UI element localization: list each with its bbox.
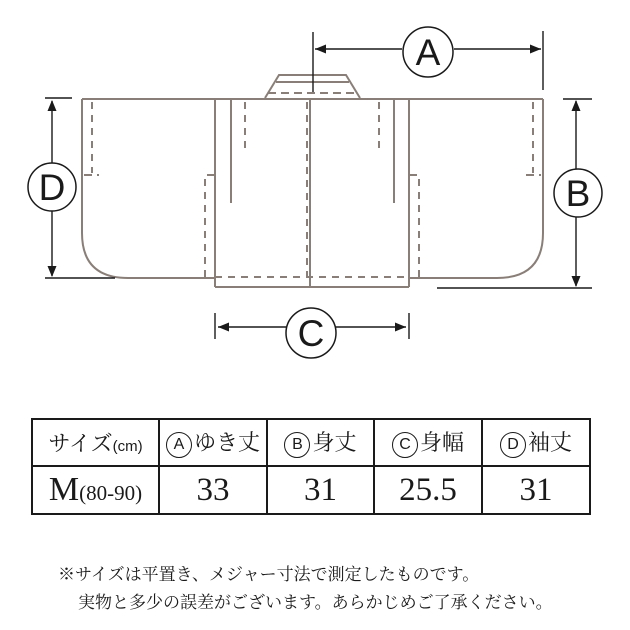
cell-mitake-value — [267, 466, 374, 514]
mihaba-value: 25.5 — [399, 471, 457, 508]
circle-b-icon: B — [284, 432, 310, 458]
size-name: M — [48, 471, 80, 508]
mitake-value: 31 — [304, 471, 337, 508]
header-mitake-label: 身丈 — [312, 430, 357, 455]
dimension-c-label: C — [297, 313, 325, 354]
garment-outline — [82, 75, 543, 287]
size-table — [31, 418, 591, 515]
header-sodetake-label: 袖丈 — [527, 430, 572, 455]
header-size — [32, 419, 159, 466]
header-yuki — [159, 419, 267, 466]
size-range: (80-90) — [79, 481, 143, 505]
footnote-line-1: ※サイズは平置き、メジャー寸法で測定したものです。 — [58, 565, 480, 584]
header-yuki-label: ゆき丈 — [193, 430, 260, 455]
dimension-d — [28, 98, 115, 278]
circle-c-icon: C — [392, 432, 418, 458]
dimension-b — [437, 99, 602, 288]
footnote-line-2: 実物と多少の誤差がございます。あらかじめご了承ください。 — [78, 593, 553, 612]
cell-yuki-value — [159, 466, 267, 514]
dimension-c — [215, 308, 409, 358]
header-mihaba — [374, 419, 482, 466]
yuki-value: 33 — [196, 471, 230, 508]
footnote — [58, 561, 553, 617]
sodetake-value: 31 — [519, 471, 553, 508]
header-mihaba-label: 身幅 — [419, 430, 464, 455]
size-label: サイズ — [48, 431, 113, 456]
size-unit: (cm) — [112, 438, 143, 455]
dimension-b-label: B — [565, 173, 591, 214]
size-table-data-row — [32, 466, 590, 514]
dimension-d-label: D — [38, 167, 66, 208]
cell-sodetake-value — [482, 466, 590, 514]
size-table-header-row — [32, 419, 590, 466]
circle-a-icon: A — [166, 432, 192, 458]
header-mitake — [267, 419, 374, 466]
cell-mihaba-value — [374, 466, 482, 514]
circle-d-icon: D — [500, 432, 526, 458]
header-sodetake — [482, 419, 590, 466]
dimension-a-label: A — [415, 32, 441, 73]
cell-size-name — [32, 466, 159, 514]
